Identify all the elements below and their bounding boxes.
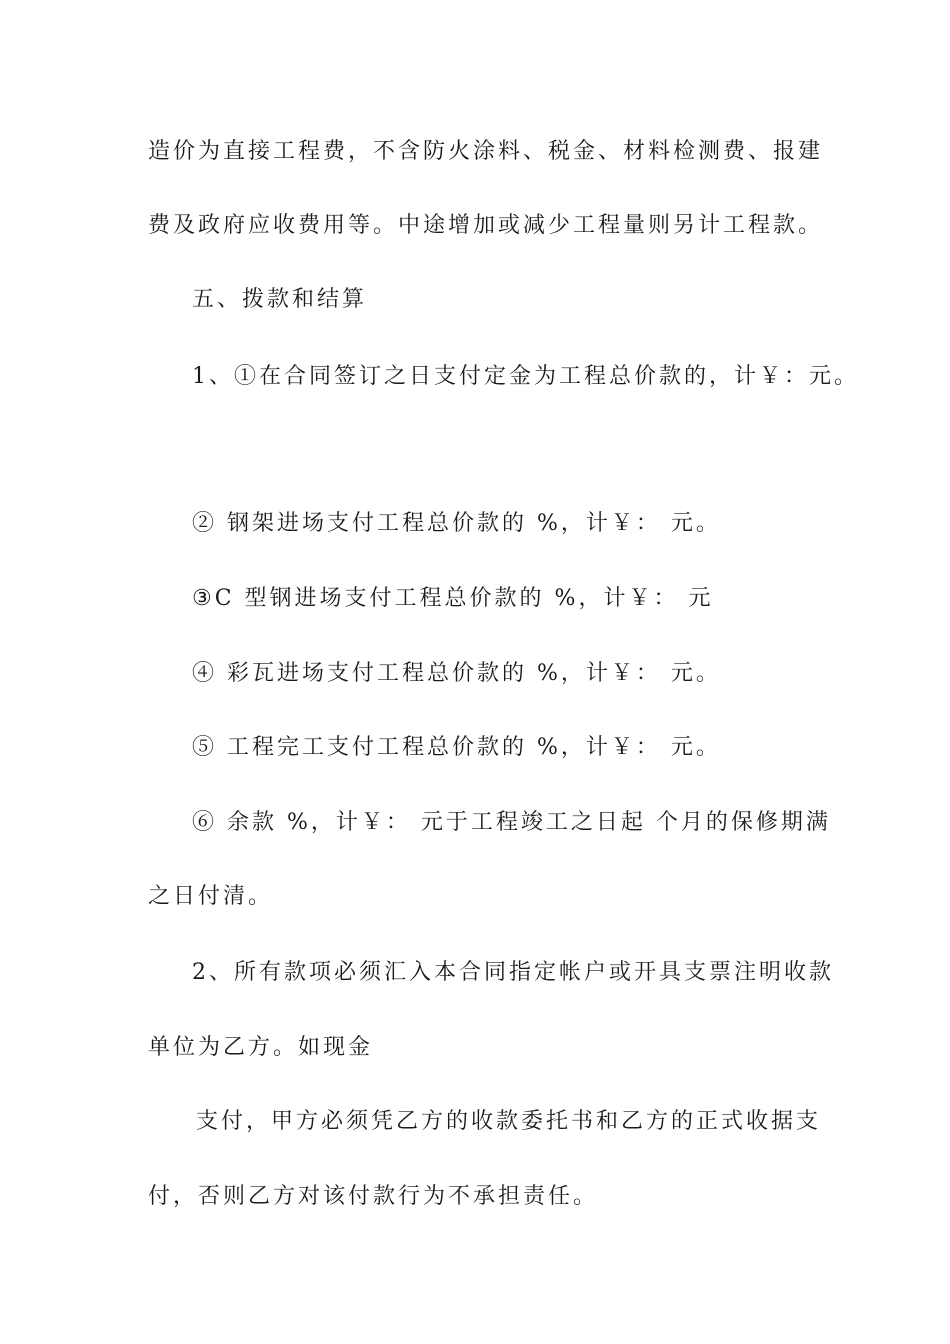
paragraph-line-2: 费及政府应收费用等。中途增加或减少工程量则另计工程款。 — [148, 213, 824, 238]
clause-1-item-4: ④ 彩瓦进场支付工程总价款的 %，计￥： 元。 — [192, 661, 721, 686]
clause-1-item-2: ② 钢架进场支付工程总价款的 %，计￥： 元。 — [192, 511, 721, 536]
clause-1-item-1: 1、①在合同签订之日支付定金为工程总价款的，计￥：元。 — [192, 364, 859, 389]
clause-2: 2、所有款项必须汇入本合同指定帐户或开具支票注明收款 — [192, 960, 834, 985]
section-heading: 五、拨款和结算 — [192, 287, 368, 312]
clause-1-item-6-continued: 之日付清。 — [148, 884, 274, 909]
clause-1-item-6: ⑥ 余款 %，计￥： 元于工程竣工之日起 个月的保修期满 — [192, 810, 831, 835]
clause-2-payment-continued: 付，否则乙方对该付款行为不承担责任。 — [148, 1184, 599, 1209]
clause-1-item-5: ⑤ 工程完工支付工程总价款的 %，计￥： 元。 — [192, 735, 721, 760]
clause-2-continued: 单位为乙方。如现金 — [148, 1035, 374, 1060]
paragraph-line-1: 造价为直接工程费，不含防火涂料、税金、材料检测费、报建 — [148, 139, 824, 164]
clause-2-payment: 支付，甲方必须凭乙方的收款委托书和乙方的正式收据支 — [196, 1109, 822, 1134]
clause-1-item-3: ③C 型钢进场支付工程总价款的 %，计￥： 元 — [192, 586, 714, 611]
